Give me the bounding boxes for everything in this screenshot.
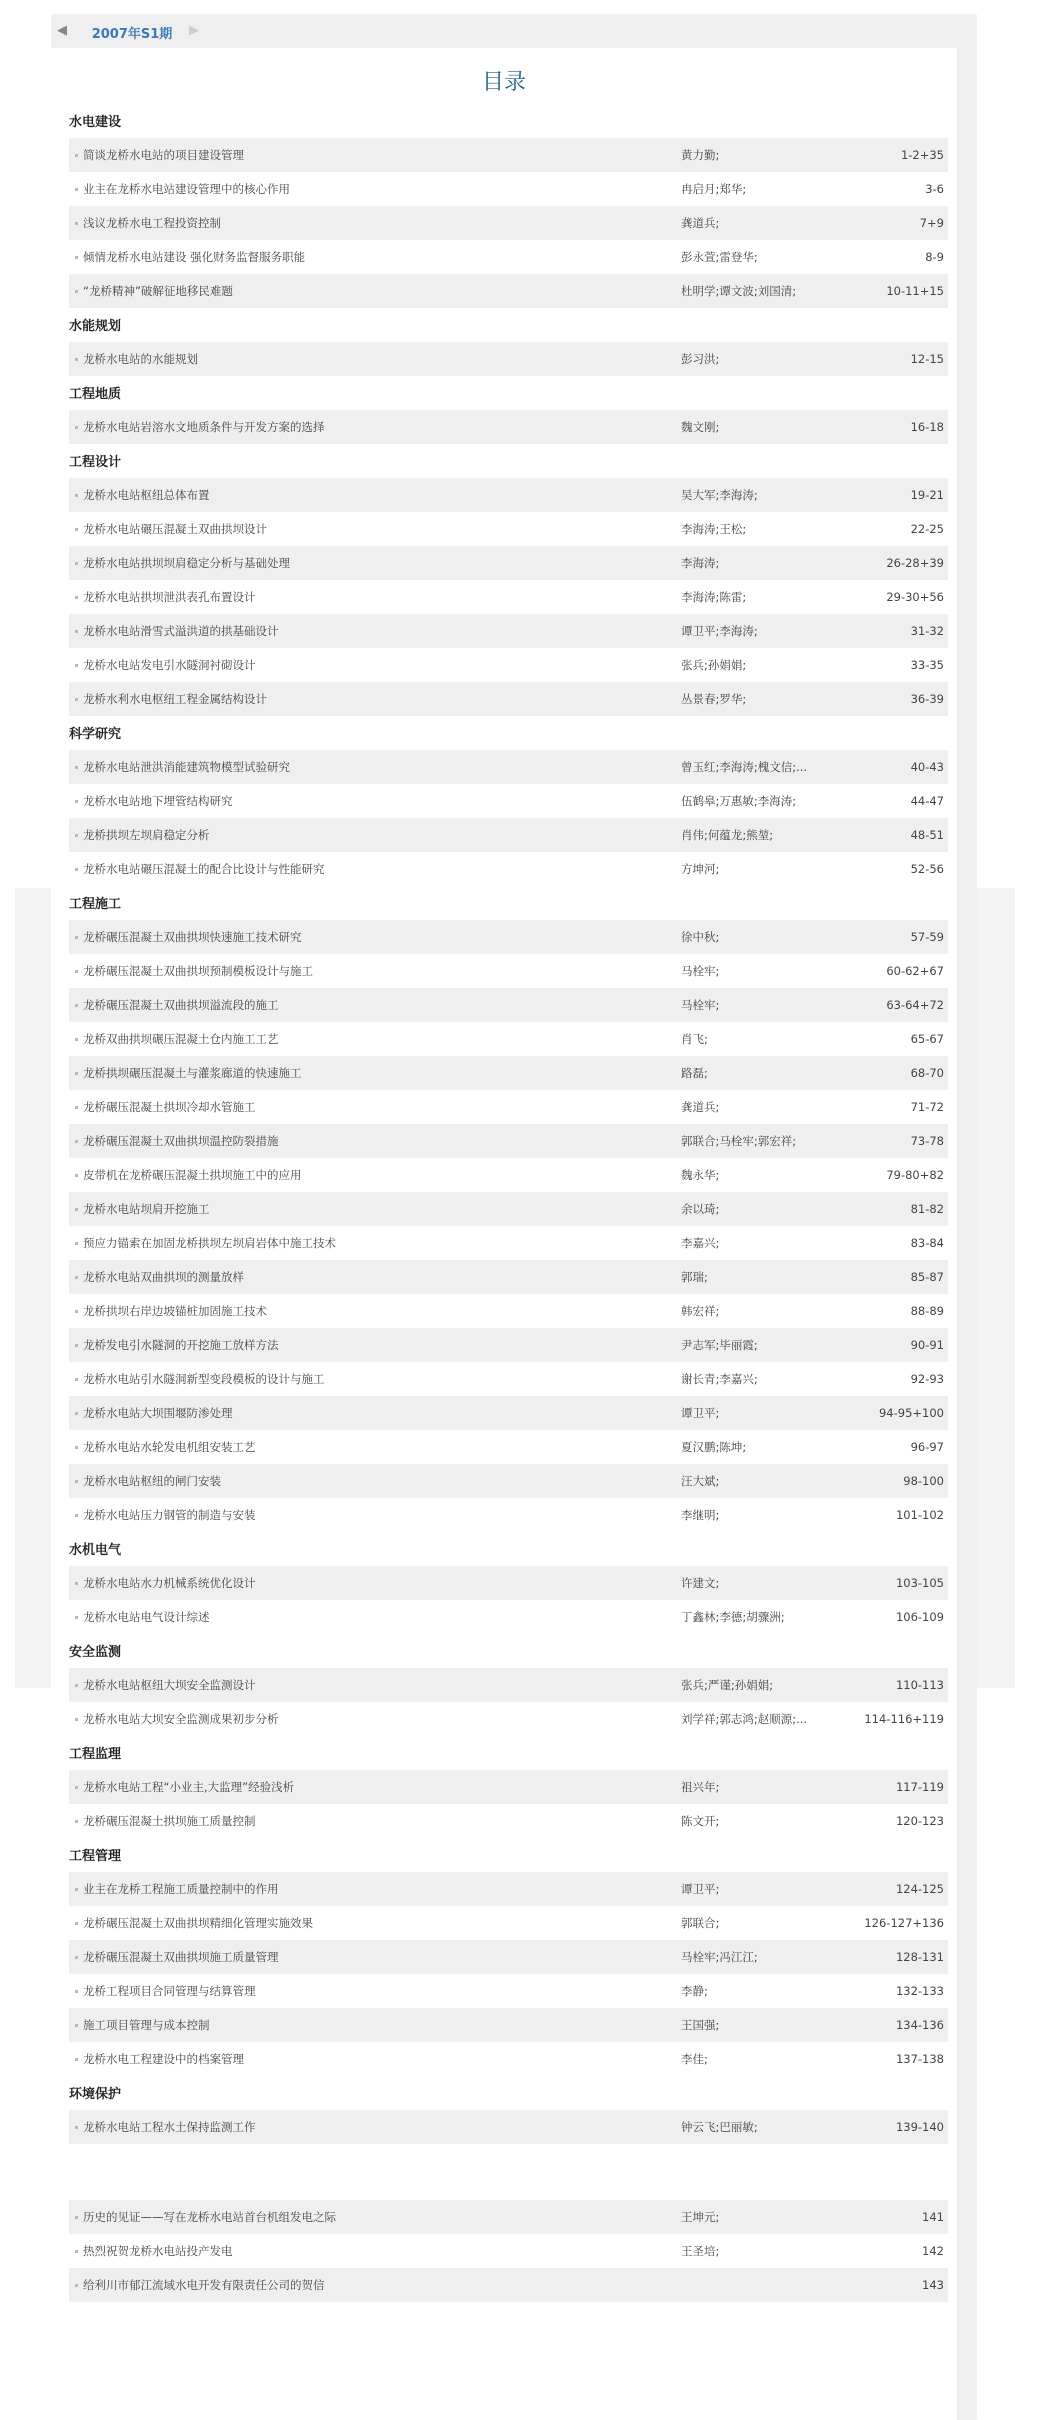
article-title-link[interactable]: 龙桥水电站枢纽大坝安全监测设计: [83, 1678, 256, 1692]
article-title-link[interactable]: 龙桥水电站大坝围堰防渗处理: [83, 1406, 233, 1420]
article-row[interactable]: [69, 1804, 948, 1838]
bullet-icon: [75, 1922, 78, 1925]
article-authors: 张兵;严谨;孙娟娟;: [681, 1678, 774, 1692]
article-pages: 106-109: [895, 1610, 944, 1624]
toc-section: [69, 2152, 948, 2310]
article-row[interactable]: [69, 852, 948, 886]
section-title: 水机电气: [69, 1543, 122, 1558]
bullet-icon: [75, 154, 78, 157]
article-pages: 139-140: [895, 2120, 944, 2134]
article-authors: 路磊;: [681, 1066, 708, 1080]
article-title-link[interactable]: 龙桥水电站电气设计综述: [83, 1610, 210, 1624]
article-authors: 黄力勤;: [681, 148, 720, 162]
article-row[interactable]: [69, 1430, 948, 1464]
bullet-icon: [75, 1446, 78, 1449]
section-title: 安全监测: [69, 1645, 122, 1660]
section-title: 工程监理: [69, 1747, 122, 1762]
article-row[interactable]: [69, 1872, 948, 1906]
article-pages: 71-72: [910, 1100, 944, 1114]
article-authors: 冉启月;郑华;: [681, 182, 747, 196]
article-title-link[interactable]: 皮带机在龙桥碾压混凝土拱坝施工中的应用: [83, 1168, 302, 1182]
article-pages: 142: [922, 2244, 944, 2258]
article-authors: 龚道兵;: [681, 1100, 720, 1114]
article-row[interactable]: [69, 784, 948, 818]
article-title-link[interactable]: 龙桥拱坝碾压混凝土与灌浆廊道的快速施工: [83, 1066, 302, 1080]
article-pages: 12-15: [910, 352, 944, 366]
article-title-link[interactable]: 业主在龙桥水电站建设管理中的核心作用: [83, 182, 290, 196]
bullet-icon: [75, 222, 78, 225]
section-title: 工程管理: [69, 1849, 122, 1864]
article-authors: 肖伟;何蕴龙;熊堃;: [681, 828, 774, 842]
article-authors: 谢长青;李嘉兴;: [681, 1372, 758, 1386]
section-title: 科学研究: [69, 727, 122, 742]
toc-section: [69, 894, 948, 1540]
article-row[interactable]: [69, 138, 948, 172]
article-row[interactable]: [69, 1226, 948, 1260]
bullet-icon: [75, 1480, 78, 1483]
article-row[interactable]: [69, 1498, 948, 1532]
article-authors: 徐中秋;: [681, 930, 720, 944]
article-row[interactable]: [69, 1022, 948, 1056]
bullet-icon: [75, 1718, 78, 1721]
article-pages: 128-131: [895, 1950, 944, 1964]
article-authors: 李佳;: [681, 2052, 708, 2066]
article-title-link[interactable]: 热烈祝贺龙桥水电站投产发电: [83, 2244, 233, 2258]
article-authors: 王国强;: [681, 2018, 720, 2032]
article-authors: 李继明;: [681, 1508, 720, 1522]
article-row[interactable]: [69, 1260, 948, 1294]
article-pages: 134-136: [895, 2018, 944, 2032]
bullet-icon: [75, 1820, 78, 1823]
article-title-link[interactable]: 简谈龙桥水电站的项目建设管理: [83, 148, 244, 162]
article-row[interactable]: [69, 342, 948, 376]
toc-section: [69, 1744, 948, 1846]
article-title-link[interactable]: 龙桥水电站引水隧洞新型变段模板的设计与施工: [83, 1372, 325, 1386]
article-title-link[interactable]: 龙桥碾压混凝土双曲拱坝施工质量管理: [83, 1950, 279, 1964]
article-title-link[interactable]: 龙桥水电站水轮发电机组安装工艺: [83, 1440, 256, 1454]
article-title-link[interactable]: 龙桥水电站大坝安全监测成果初步分析: [83, 1712, 279, 1726]
article-title-link[interactable]: 龙桥水利水电枢纽工程金属结构设计: [83, 692, 267, 706]
article-authors: 杜明学;谭文波;刘国清;: [681, 284, 797, 298]
article-title-link[interactable]: 龙桥碾压混凝土双曲拱坝预制模板设计与施工: [83, 964, 313, 978]
article-row[interactable]: [69, 206, 948, 240]
article-authors: 丁鑫林;李德;胡骤洲;: [681, 1610, 785, 1624]
toc-section: [69, 1540, 948, 1642]
bullet-icon: [75, 2126, 78, 2129]
article-authors: 龚道兵;: [681, 216, 720, 230]
article-pages: 36-39: [910, 692, 944, 706]
article-row[interactable]: [69, 2200, 948, 2234]
article-authors: 钟云飞;巴丽敏;: [681, 2120, 758, 2134]
article-title-link[interactable]: 龙桥水电站枢纽的闸门安装: [83, 1474, 221, 1488]
article-title-link[interactable]: 龙桥碾压混凝土双曲拱坝精细化管理实施效果: [83, 1916, 313, 1930]
article-pages: 117-119: [895, 1780, 944, 1794]
article-pages: 60-62+67: [886, 964, 944, 978]
article-title-link[interactable]: 龙桥碾压混凝土双曲拱坝快速施工技术研究: [83, 930, 302, 944]
article-title-link[interactable]: 龙桥水电站压力钢管的制造与安装: [83, 1508, 256, 1522]
article-row[interactable]: [69, 1702, 948, 1736]
article-title-link[interactable]: 龙桥碾压混凝土双曲拱坝温控防裂措施: [83, 1134, 279, 1148]
article-authors: 汪大斌;: [681, 1474, 720, 1488]
article-title-link[interactable]: 龙桥碾压混凝土拱坝施工质量控制: [83, 1814, 256, 1828]
article-authors: 张兵;孙娟娟;: [681, 658, 747, 672]
bullet-icon: [75, 2284, 78, 2287]
bullet-icon: [75, 596, 78, 599]
bullet-icon: [75, 1174, 78, 1177]
article-title-link[interactable]: 龙桥水电站发电引水隧洞衬砌设计: [83, 658, 256, 672]
article-row[interactable]: [69, 750, 948, 784]
article-title-link[interactable]: 预应力锚索在加固龙桥拱坝左坝肩岩体中施工技术: [83, 1236, 336, 1250]
bullet-icon: [75, 494, 78, 497]
article-authors: 夏汉鹏;陈坤;: [681, 1440, 747, 1454]
section-title: 工程地质: [69, 387, 122, 402]
article-row[interactable]: [69, 2268, 948, 2302]
article-pages: 114-116+119: [864, 1712, 944, 1726]
article-row[interactable]: [69, 1600, 948, 1634]
article-pages: 143: [922, 2278, 944, 2292]
bullet-icon: [75, 834, 78, 837]
article-authors: 尹志军;毕丽霞;: [681, 1338, 758, 1352]
bullet-icon: [75, 1956, 78, 1959]
article-authors: 马栓牢;: [681, 998, 720, 1012]
article-row[interactable]: [69, 240, 948, 274]
article-title-link[interactable]: 施工项目管理与成本控制: [83, 2018, 210, 2032]
article-authors: 肖飞;: [681, 1032, 708, 1046]
article-authors: 郭联合;: [681, 1916, 720, 1930]
bullet-icon: [75, 970, 78, 973]
article-row[interactable]: [69, 1464, 948, 1498]
article-pages: 101-102: [895, 1508, 944, 1522]
article-title-link[interactable]: 龙桥水电站碾压混凝土双曲拱坝设计: [83, 522, 267, 536]
section-title: 工程设计: [69, 455, 122, 470]
article-authors: 王坤元;: [681, 2210, 720, 2224]
article-title-link[interactable]: 龙桥碾压混凝土双曲拱坝溢流段的施工: [83, 998, 279, 1012]
article-title-link[interactable]: 龙桥水电站泄洪消能建筑物模型试验研究: [83, 760, 290, 774]
article-title-link[interactable]: 龙桥发电引水隧洞的开挖施工放样方法: [83, 1338, 279, 1352]
article-pages: 31-32: [910, 624, 944, 638]
article-authors: 郭联合;马栓牢;郭宏祥;: [681, 1134, 797, 1148]
bullet-icon: [75, 1378, 78, 1381]
section-title: 环境保护: [69, 2087, 122, 2102]
article-authors: 彭永萱;雷登华;: [681, 250, 758, 264]
article-authors: 吴大军;李海涛;: [681, 488, 758, 502]
article-pages: 92-93: [910, 1372, 944, 1386]
bullet-icon: [75, 1582, 78, 1585]
article-row[interactable]: [69, 954, 948, 988]
article-authors: 李海涛;陈雷;: [681, 590, 747, 604]
article-title-link[interactable]: 龙桥水电站枢纽总体布置: [83, 488, 210, 502]
bullet-icon: [75, 868, 78, 871]
article-pages: 68-70: [910, 1066, 944, 1080]
bullet-icon: [75, 1344, 78, 1347]
article-authors: 马栓牢;冯江江;: [681, 1950, 758, 1964]
article-row[interactable]: [69, 614, 948, 648]
article-authors: 李海涛;王松;: [681, 522, 747, 536]
article-pages: 141: [922, 2210, 944, 2224]
article-authors: 马栓牢;: [681, 964, 720, 978]
article-title-link[interactable]: 给利川市郁江流域水电开发有限责任公司的贺信: [83, 2278, 325, 2292]
article-pages: 8-9: [925, 250, 944, 264]
article-row[interactable]: [69, 2042, 948, 2076]
article-row[interactable]: [69, 988, 948, 1022]
page-title: 目录: [481, 70, 526, 95]
article-title-link[interactable]: 龙桥拱坝右岸边坡锚桩加固施工技术: [83, 1304, 267, 1318]
article-row[interactable]: [69, 1192, 948, 1226]
article-row[interactable]: [69, 1770, 948, 1804]
article-row[interactable]: [69, 274, 948, 308]
article-title-link[interactable]: 龙桥水电站双曲拱坝的测量放样: [83, 1270, 244, 1284]
article-title-link[interactable]: 龙桥水电站岩溶水文地质条件与开发方案的选择: [83, 420, 325, 434]
article-pages: 48-51: [910, 828, 944, 842]
toc-section: [69, 2084, 948, 2152]
article-title-link[interactable]: 龙桥碾压混凝土拱坝冷却水管施工: [83, 1100, 256, 1114]
article-title-link[interactable]: 龙桥拱坝左坝肩稳定分析: [83, 828, 210, 842]
article-title-link[interactable]: 龙桥水电站拱坝泄洪表孔布置设计: [83, 590, 256, 604]
article-pages: 103-105: [895, 1576, 944, 1590]
article-pages: 3-6: [925, 182, 944, 196]
article-row[interactable]: [69, 1056, 948, 1090]
article-pages: 26-28+39: [886, 556, 944, 570]
toc-section: [69, 1846, 948, 2084]
article-authors: 方坤河;: [681, 862, 720, 876]
article-row[interactable]: [69, 1396, 948, 1430]
article-authors: 曾玉红;李海涛;槐文信;...: [681, 760, 808, 774]
article-pages: 85-87: [910, 1270, 944, 1284]
article-row[interactable]: [69, 920, 948, 954]
bullet-icon: [75, 290, 78, 293]
article-pages: 16-18: [910, 420, 944, 434]
article-title-link[interactable]: 龙桥水电站工程水土保持监测工作: [83, 2120, 256, 2134]
article-pages: 110-113: [895, 1678, 944, 1692]
article-pages: 83-84: [910, 1236, 944, 1250]
bullet-icon: [75, 664, 78, 667]
article-pages: 124-125: [895, 1882, 944, 1896]
bullet-icon: [75, 1616, 78, 1619]
article-pages: 10-11+15: [886, 284, 944, 298]
article-row[interactable]: [69, 546, 948, 580]
toc-section: [69, 452, 948, 724]
next-issue-arrow-icon[interactable]: ▶: [189, 23, 199, 38]
article-pages: 137-138: [895, 2052, 944, 2066]
article-pages: 33-35: [910, 658, 944, 672]
article-title-link[interactable]: 龙桥工程项目合同管理与结算管理: [83, 1984, 256, 1998]
toc-section: [69, 384, 948, 452]
article-row[interactable]: [69, 1974, 948, 2008]
bullet-icon: [75, 1004, 78, 1007]
article-title-link[interactable]: 龙桥水电站的水能规划: [83, 352, 198, 366]
article-title-link[interactable]: 浅议龙桥水电工程投资控制: [83, 216, 221, 230]
article-pages: 44-47: [910, 794, 944, 808]
article-row[interactable]: [69, 172, 948, 206]
article-row[interactable]: [69, 2110, 948, 2144]
article-title-link[interactable]: 龙桥水电站滑雪式溢洪道的拱基础设计: [83, 624, 279, 638]
article-title-link[interactable]: 龙桥水电站水力机械系统优化设计: [83, 1576, 256, 1590]
article-pages: 7+9: [919, 216, 944, 230]
article-authors: 许建文;: [681, 1576, 720, 1590]
bullet-icon: [75, 1310, 78, 1313]
article-title-link[interactable]: 龙桥双曲拱坝碾压混凝土仓内施工工艺: [83, 1032, 279, 1046]
article-authors: 魏永华;: [681, 1168, 720, 1182]
bullet-icon: [75, 1990, 78, 1993]
bullet-icon: [75, 528, 78, 531]
bullet-icon: [75, 1106, 78, 1109]
article-pages: 96-97: [910, 1440, 944, 1454]
article-title-link[interactable]: 倾情龙桥水电站建设 强化财务监督服务职能: [83, 250, 306, 264]
article-pages: 65-67: [910, 1032, 944, 1046]
article-authors: 李嘉兴;: [681, 1236, 720, 1250]
bullet-icon: [75, 1276, 78, 1279]
article-row[interactable]: [69, 512, 948, 546]
article-pages: 81-82: [910, 1202, 944, 1216]
article-title-link[interactable]: 龙桥水电工程建设中的档案管理: [83, 2052, 244, 2066]
article-pages: 88-89: [910, 1304, 944, 1318]
article-pages: 94-95+100: [878, 1406, 944, 1420]
bullet-icon: [75, 426, 78, 429]
bullet-icon: [75, 2024, 78, 2027]
article-authors: 余以琦;: [681, 1202, 720, 1216]
bullet-icon: [75, 800, 78, 803]
article-title-link[interactable]: 龙桥水电站碾压混凝土的配合比设计与性能研究: [83, 862, 325, 876]
article-authors: 谭卫平;: [681, 1882, 720, 1896]
article-title-link[interactable]: “龙桥精神”破解征地移民难题: [83, 284, 233, 298]
article-pages: 22-25: [910, 522, 944, 536]
article-row[interactable]: [69, 1158, 948, 1192]
bullet-icon: [75, 630, 78, 633]
article-pages: 63-64+72: [886, 998, 944, 1012]
article-authors: 魏文刚;: [681, 420, 720, 434]
bullet-icon: [75, 1514, 78, 1517]
article-row[interactable]: [69, 1906, 948, 1940]
bullet-icon: [75, 562, 78, 565]
bullet-icon: [75, 1242, 78, 1245]
article-row[interactable]: [69, 1328, 948, 1362]
article-authors: 王圣培;: [681, 2244, 720, 2258]
article-pages: 132-133: [895, 1984, 944, 1998]
article-row[interactable]: [69, 1362, 948, 1396]
article-authors: 李海涛;: [681, 556, 720, 570]
article-authors: 郭瑞;: [681, 1270, 708, 1284]
article-row[interactable]: [69, 682, 948, 716]
article-row[interactable]: [69, 648, 948, 682]
article-pages: 90-91: [910, 1338, 944, 1352]
article-authors: 李静;: [681, 1984, 708, 1998]
issue-tab-bar: [51, 14, 977, 48]
bullet-icon: [75, 2058, 78, 2061]
article-pages: 19-21: [910, 488, 944, 502]
article-title-link[interactable]: 历史的见证——写在龙桥水电站首台机组发电之际: [83, 2210, 336, 2224]
bullet-icon: [75, 1038, 78, 1041]
article-title-link[interactable]: 龙桥水电站拱坝坝肩稳定分析与基础处理: [83, 556, 290, 570]
article-pages: 1-2+35: [900, 148, 944, 162]
article-authors: 祖兴年;: [681, 1780, 720, 1794]
bullet-icon: [75, 2250, 78, 2253]
toc-section: [69, 1642, 948, 1744]
article-title-link[interactable]: 业主在龙桥工程施工质量控制中的作用: [83, 1882, 279, 1896]
bullet-icon: [75, 256, 78, 259]
article-row[interactable]: [69, 1940, 948, 1974]
article-row[interactable]: [69, 1668, 948, 1702]
article-authors: 陈文开;: [681, 1814, 720, 1828]
article-pages: 98-100: [903, 1474, 944, 1488]
article-row[interactable]: [69, 818, 948, 852]
bullet-icon: [75, 1684, 78, 1687]
article-row[interactable]: [69, 1566, 948, 1600]
bullet-icon: [75, 2216, 78, 2219]
article-pages: 40-43: [910, 760, 944, 774]
bullet-icon: [75, 1208, 78, 1211]
article-title-link[interactable]: 龙桥水电站地下埋管结构研究: [83, 794, 233, 808]
article-authors: 刘学祥;郭志鸿;赵顺源;...: [681, 1712, 808, 1726]
article-row[interactable]: [69, 2008, 948, 2042]
article-row[interactable]: [69, 478, 948, 512]
article-authors: 韩宏祥;: [681, 1304, 720, 1318]
bullet-icon: [75, 936, 78, 939]
prev-issue-arrow-icon[interactable]: ◀: [57, 23, 67, 38]
article-pages: 126-127+136: [864, 1916, 944, 1930]
toc-page: [51, 48, 957, 2420]
article-row[interactable]: [69, 1294, 948, 1328]
article-pages: 79-80+82: [886, 1168, 944, 1182]
article-pages: 120-123: [895, 1814, 944, 1828]
toc-section: [69, 724, 948, 894]
article-authors: 谭卫平;李海涛;: [681, 624, 758, 638]
article-row[interactable]: [69, 1124, 948, 1158]
table-of-contents: [69, 112, 948, 2310]
article-pages: 73-78: [910, 1134, 944, 1148]
article-authors: 伍鹤皋;万惠敏;李海涛;: [681, 794, 797, 808]
bullet-icon: [75, 766, 78, 769]
bullet-icon: [75, 1412, 78, 1415]
article-authors: 彭习洪;: [681, 352, 720, 366]
toc-section: [69, 316, 948, 384]
section-title: 水电建设: [69, 115, 122, 130]
article-row[interactable]: [69, 1090, 948, 1124]
article-title-link[interactable]: 龙桥水电站坝肩开挖施工: [83, 1202, 210, 1216]
article-pages: 29-30+56: [886, 590, 944, 604]
bullet-icon: [75, 1888, 78, 1891]
issue-tab[interactable]: 2007年S1期: [57, 26, 207, 50]
bullet-icon: [75, 698, 78, 701]
article-authors: 丛景春;罗华;: [681, 692, 747, 706]
article-authors: 谭卫平;: [681, 1406, 720, 1420]
bullet-icon: [75, 188, 78, 191]
bullet-icon: [75, 1786, 78, 1789]
article-row[interactable]: [69, 2234, 948, 2268]
toc-section: [69, 112, 948, 316]
article-title-link[interactable]: 龙桥水电站工程“小业主,大监理”经验浅析: [83, 1780, 295, 1794]
section-title: 工程施工: [69, 897, 122, 912]
bullet-icon: [75, 1072, 78, 1075]
article-row[interactable]: [69, 410, 948, 444]
article-pages: 57-59: [910, 930, 944, 944]
bullet-icon: [75, 358, 78, 361]
bullet-icon: [75, 1140, 78, 1143]
section-title: 水能规划: [69, 319, 122, 334]
article-pages: 52-56: [910, 862, 944, 876]
article-row[interactable]: [69, 580, 948, 614]
